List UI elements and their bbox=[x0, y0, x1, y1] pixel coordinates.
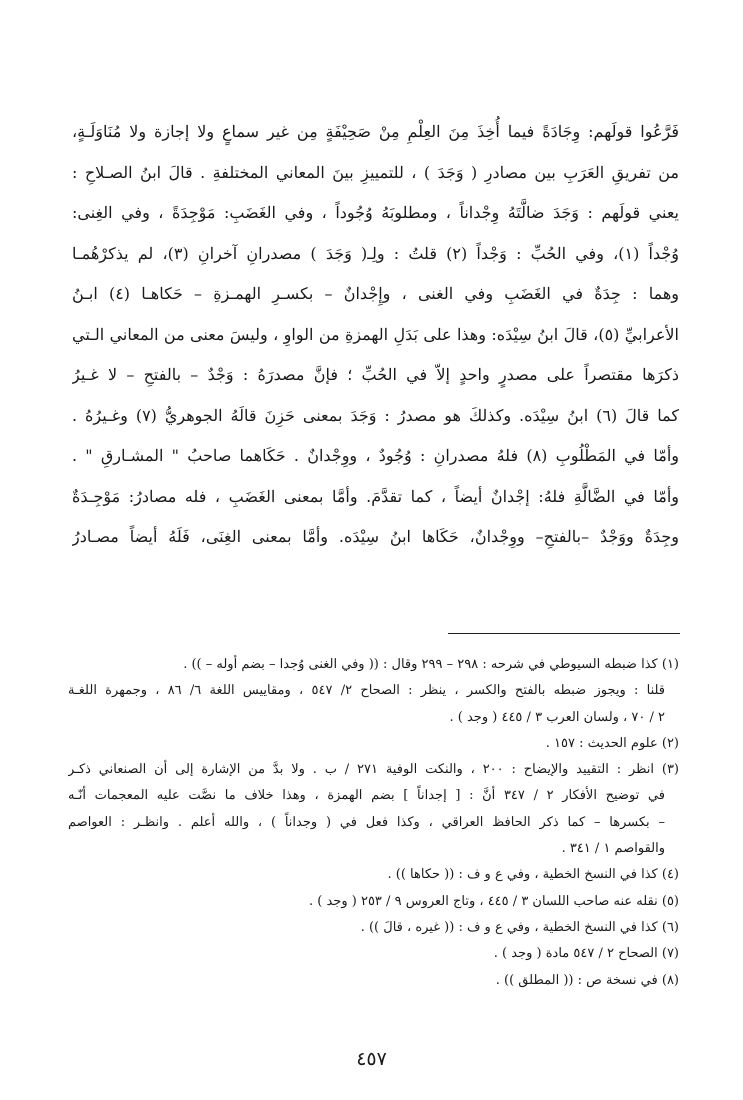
footnote-line: (٣) انظر : التقييد والإيضاح : ٢٠٠ ، والنكت الوفية ٢٧١ / ب . ولا بدَّ من الإشارة إلى أن الصنعاني ذكـر bbox=[68, 762, 679, 778]
text-line: وجِدَةٌ ووَجْدٌ –بالفتحِ– ووِجْدانٌ، حَكَاها ابنُ سِيْدَه. وأمَّا بمعنى الغِنَى، فَلَهُ أيضاً مصـادرُ bbox=[72, 527, 679, 546]
text-line: وأمّا في المَطْلُوبِ (٨) فلهُ مصدرانِ : وُجُودٌ ، ووِجْدانٌ . حَكَاهما صاحبُ " المشـارقِ " . bbox=[72, 446, 679, 465]
footnote-line: (١) كذا ضبطه السيوطي في شرحه : ٢٩٨ – ٢٩٩ وقال : (( وفي الغنى وُجدا – بضم أوله – )) . bbox=[183, 657, 679, 672]
text-line: فَرَّعُوا قولَهم: وِجَادَةً فيما أُخِذَ مِنَ العِلْمِ مِنْ صَحِيْفَةٍ مِن غير سماعٍ ولا إجازة ولا مُنَاوَلَـةٍ، bbox=[72, 122, 679, 141]
footnote-line: (٧) الصحاح ٢ / ٥٤٧ مادة ( وجد ) . bbox=[493, 946, 679, 962]
main-text bbox=[72, 112, 679, 558]
text-line: ذكرَها مقتصراً على مصدرٍ واحدٍ إلاّ في الحُبِّ ؛ فإنَّ مصدرَهُ : وَجْدٌ – بالفتحِ – لا غـيرُ bbox=[72, 365, 679, 384]
text-line: من تفريقِ العَرَبِ بين مصادرِ ( وَجَدَ ) ، للتمييزِ بينَ المعاني المختلفةِ . قالَ ابنُ الصـلاحِ : bbox=[72, 162, 679, 182]
footnote-line: قلنا : ويجوز ضبطه بالفتح والكسر ، ينظر : الصحاح ٢/ ٥٤٧ ، ومقاييس اللغة ٦/ ٨٦ ، وجمهرة اللغـة bbox=[68, 683, 666, 699]
footnote-line: (٥) نقله عنه صاحب اللسان ٣ / ٤٤٥ ، وتاج العروس ٩ / ٢٥٣ ( وجد ) . bbox=[309, 893, 679, 909]
footnote-line: (٦) كذا في النسخ الخطية ، وفي ع و ف : (( غيره ، قالَ )) . bbox=[360, 919, 679, 935]
text-line: وُجْداً (١)، وفي الحُبِّ : وَجْداً (٢) قلتُ : ولِـ( وَجَدَ ) مصدرانِ آخرانِ (٣)، لم يذكرْهُمـا bbox=[72, 243, 679, 263]
footnote-line: ٢ / ٧٠ ، ولسان العرب ٣ / ٤٤٥ ( وجد ) . bbox=[449, 709, 665, 725]
footnote-line: والقواصم ١ / ٣٤١ . bbox=[561, 841, 665, 857]
page-number: ٤٥٧ bbox=[356, 1048, 387, 1070]
footnote-line: (٨) في نسخة ص : (( المطلق )) . bbox=[495, 972, 679, 988]
footnote-line: (٢) علوم الحديث : ١٥٧ . bbox=[545, 735, 679, 751]
text-line: يعني قولَهم : وَجَدَ ضالَّتَهُ وِجْداناً ، ومطلوبَهُ وُجُوداً ، وفي الغَضَبِ: مَوْجِدَةً ، وفي الغِنى: bbox=[72, 203, 679, 222]
footnote-line: (٤) كذا في النسخ الخطية ، وفي ع و ف : (( حكاها )) . bbox=[387, 867, 679, 883]
footnote-separator bbox=[448, 633, 680, 634]
footnotes bbox=[68, 652, 679, 994]
footnote-line: في توضيح الأفكار ٢ / ٣٤٧ أنَّ : [ إجداناً ] بضم الهمزة ، وهذا خلاف ما نصَّت عليه المعجمات أنّـه bbox=[68, 788, 665, 804]
text-line: الأعرابيِّ (٥)، قالَ ابنُ سِيْدَه: وهذا على بَدَلِ الهمزةِ من الواوِ ، وليسَ معنى من المعاني الـتي bbox=[72, 324, 679, 344]
text-line: كما قالَ (٦) ابنُ سِيْدَه. وكذلكَ هو مصدرُ : وَجَدَ بمعنى حَزِنَ قالَهُ الجوهريُّ (٧) وغـيرُهُ . bbox=[72, 405, 679, 425]
footnote-line: – بكسرها – كما ذكر الحافظ العراقي ، وكذا فعل في ( وجداناً ) ، والله أعلم . وانظـر : العواصم bbox=[68, 814, 665, 830]
text-line: وهما : جِدَةٌ في الغَضَبِ وفي الغنى ، وإِجْدانٌ – بكسـرِ الهمـزةِ – حَكاهـا (٤) ابـنُ bbox=[72, 284, 679, 303]
text-line: وأمّا في الضَّالَّةِ فلهُ: إجْدانٌ أيضاً ، كما تقدَّمَ. وأمَّا بمعنى الغَضَبِ ، فله مصادرُ: مَوْجِـدَةٌ bbox=[72, 486, 679, 506]
